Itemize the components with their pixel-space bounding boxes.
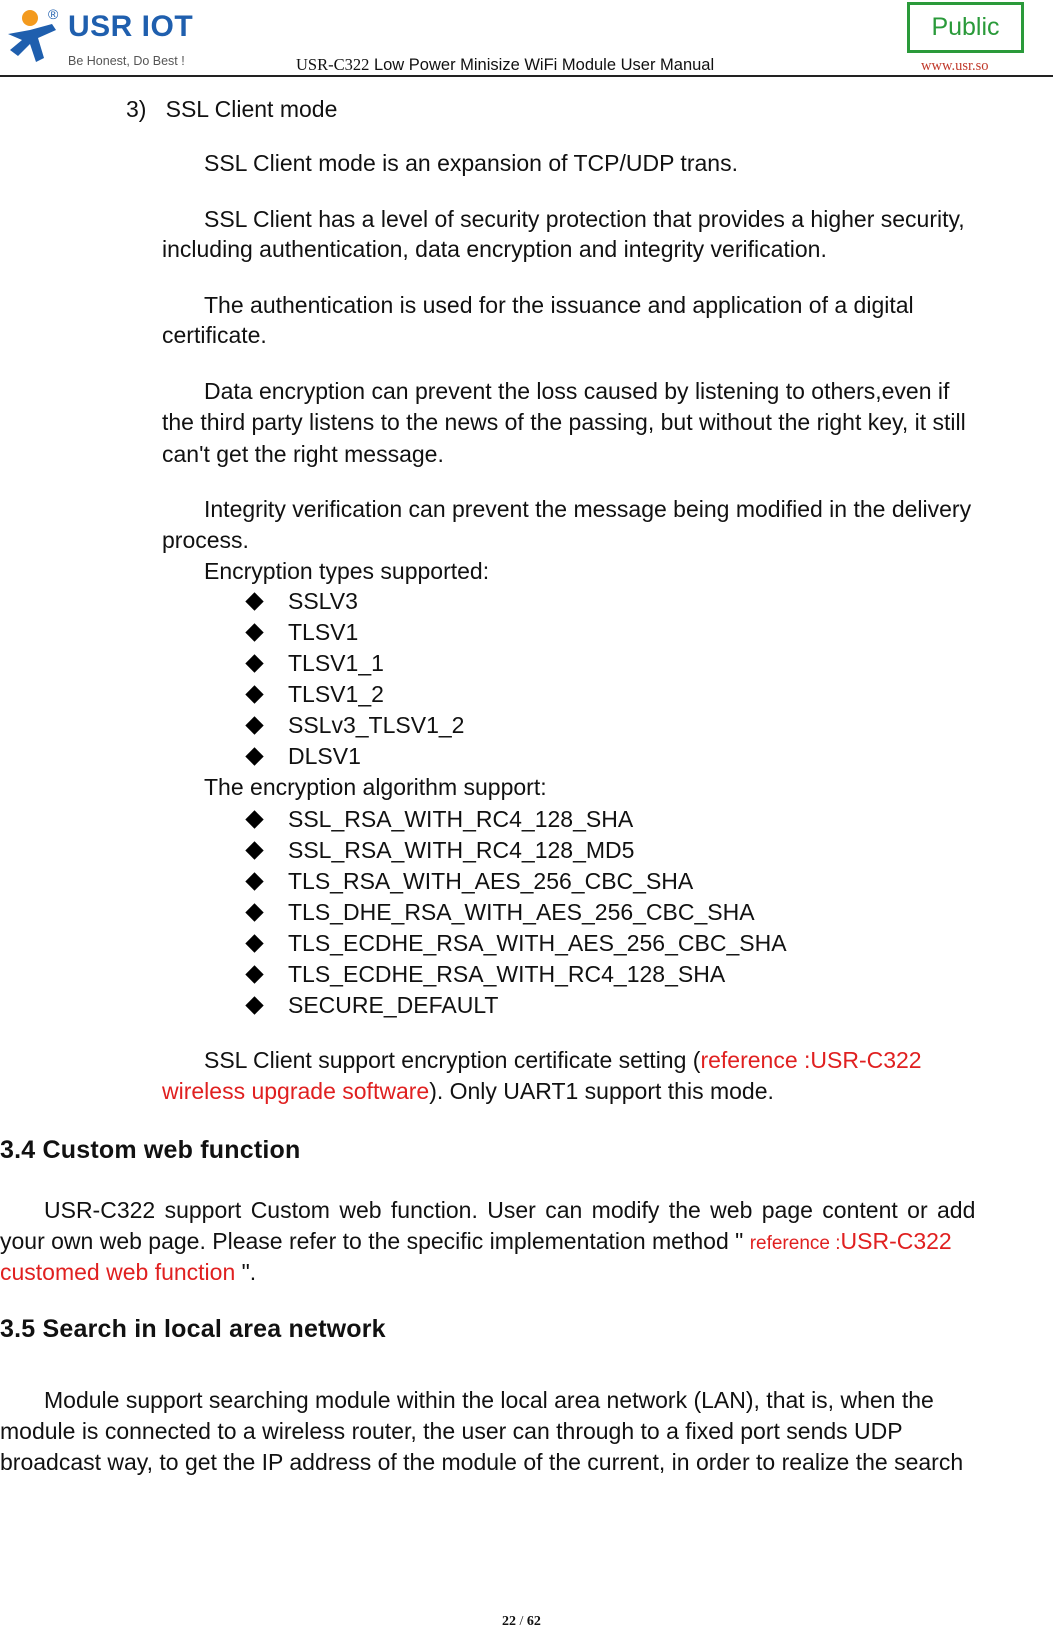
bullet-diamond-icon [245, 872, 263, 890]
ssl-paragraph-2-line-2: including authentication, data encryption and integrity verification. [162, 236, 827, 262]
page-number [502, 1614, 541, 1630]
list-item: TLSV1_2 [288, 681, 384, 707]
section-3-5-line-1: Module support searching module within the local area network (LAN), that is, when the [44, 1387, 934, 1413]
list-item: TLS_DHE_RSA_WITH_AES_256_CBC_SHA [288, 899, 755, 925]
bullet-diamond-icon [245, 654, 263, 672]
logo-brand-text: USR IOT [68, 10, 194, 43]
reference-link-upgrade-software[interactable]: wireless upgrade software [162, 1078, 430, 1104]
bullet-diamond-icon [245, 810, 263, 828]
ssl-paragraph-5-line-2: process. [162, 527, 249, 553]
ssl-paragraph-4-line-1: Data encryption can prevent the loss caused by listening to others,even if [204, 378, 950, 404]
list-item: TLS_ECDHE_RSA_WITH_AES_256_CBC_SHA [288, 930, 787, 956]
list-item: SSL_RSA_WITH_RC4_128_MD5 [288, 837, 635, 863]
company-logo [0, 6, 210, 76]
section-3-4-line-1: USR-C322 support Custom web function. User can modify the web page content or add [44, 1197, 976, 1223]
ssl-paragraph-3-line-1: The authentication is used for the issuance and application of a digital [204, 292, 914, 318]
line2-prefix: your own web page. Please refer to the specific implementation method " [0, 1228, 750, 1254]
ssl-paragraph-5-line-1: Integrity verification can prevent the message being modified in the delivery [204, 496, 972, 522]
ssl-paragraph-1: SSL Client mode is an expansion of TCP/UDP trans. [204, 150, 738, 176]
website-link[interactable]: www.usr.so [921, 58, 989, 74]
list-item: SECURE_DEFAULT [288, 992, 499, 1018]
encryption-types-label: Encryption types supported: [204, 558, 490, 584]
section-3-4-line-3 [0, 1259, 256, 1286]
reference-small[interactable]: reference : [749, 1233, 841, 1254]
bullet-diamond-icon [245, 685, 263, 703]
ssl-support-line-2 [162, 1078, 774, 1105]
ssl-paragraph-2-line-1: SSL Client has a level of security protection that provides a higher security, [204, 206, 965, 232]
ssl-paragraph-3-line-2: certificate. [162, 322, 267, 348]
section-3-4-heading: 3.4 Custom web function [0, 1136, 301, 1164]
header-divider [0, 75, 1053, 77]
current-page: 22 [502, 1614, 516, 1629]
ssl-support-line-1 [204, 1047, 922, 1074]
section-3-5-heading: 3.5 Search in local area network [0, 1315, 386, 1343]
registered-mark: ® [48, 6, 59, 22]
bullet-diamond-icon [245, 623, 263, 641]
section-3-4-line-2 [0, 1228, 952, 1257]
bullet-diamond-icon [245, 716, 263, 734]
bullet-diamond-icon [245, 841, 263, 859]
list-item: TLSV1_1 [288, 650, 384, 676]
document-title [296, 55, 714, 75]
ssl-heading: 3) SSL Client mode [126, 96, 338, 122]
bullet-diamond-icon [245, 592, 263, 610]
list-item: SSLV3 [288, 588, 358, 614]
reference-link-upgrade-tool[interactable]: reference :USR-C322 [700, 1047, 922, 1073]
reference-model[interactable]: USR-C322 [840, 1228, 952, 1254]
bullet-diamond-icon [245, 903, 263, 921]
title-rest: Low Power Minisize WiFi Module User Manual [369, 56, 715, 74]
bullet-diamond-icon [245, 934, 263, 952]
bullet-diamond-icon [245, 965, 263, 983]
bullet-diamond-icon [245, 747, 263, 765]
ssl-paragraph-4-line-3: can't get the right message. [162, 441, 444, 467]
list-item: SSL_RSA_WITH_RC4_128_SHA [288, 806, 634, 832]
title-model: USR-C322 [296, 55, 370, 74]
line3-suffix: ". [235, 1259, 257, 1285]
list-item: TLS_ECDHE_RSA_WITH_RC4_128_SHA [288, 961, 726, 987]
algorithm-label: The encryption algorithm support: [204, 774, 547, 800]
reference-link-custom-web[interactable]: customed web function [0, 1259, 236, 1285]
section-3-5-line-3: broadcast way, to get the IP address of the module of the current, in order to realize the search [0, 1449, 964, 1475]
list-item: SSLv3_TLSV1_2 [288, 712, 465, 738]
page-separator: / [516, 1614, 527, 1629]
public-badge: Public [907, 2, 1024, 53]
list-item: DLSV1 [288, 743, 361, 769]
list-item: TLS_RSA_WITH_AES_256_CBC_SHA [288, 868, 694, 894]
support-suffix: ). Only UART1 support this mode. [429, 1078, 774, 1104]
list-item: TLSV1 [288, 619, 359, 645]
section-3-5-line-2: module is connected to a wireless router, the user can through to a fixed port sends UDP [0, 1418, 903, 1444]
support-prefix: SSL Client support encryption certificate setting ( [204, 1047, 701, 1073]
bullet-diamond-icon [245, 996, 263, 1014]
total-pages: 62 [526, 1614, 541, 1629]
ssl-paragraph-4-line-2: the third party listens to the news of the passing, but without the right key, it still [162, 409, 966, 435]
logo-tagline: Be Honest, Do Best ! [68, 54, 185, 68]
